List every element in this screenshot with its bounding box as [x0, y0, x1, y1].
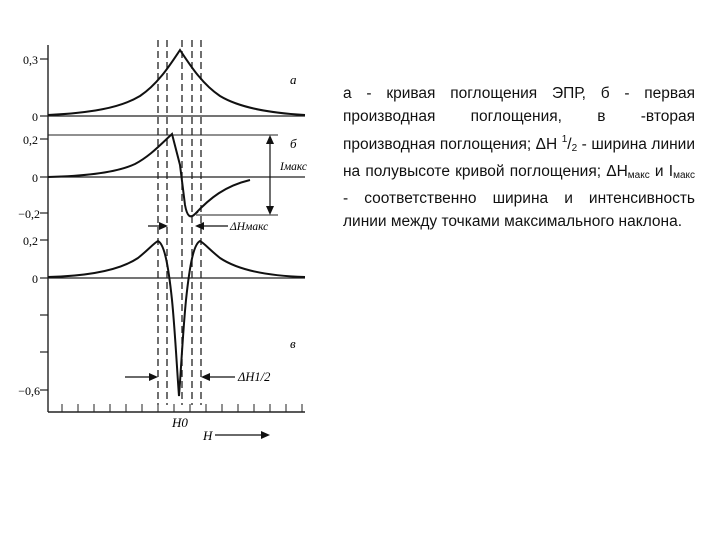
tick-b-0: 0 — [32, 171, 38, 185]
tick-b-neg02: −0,2 — [18, 207, 40, 221]
tick-a-0: 0 — [32, 110, 38, 124]
figure-caption — [343, 82, 695, 233]
curve-first-derivative — [48, 134, 250, 216]
caption-slash: / — [567, 136, 572, 153]
caption-part3: и I — [649, 163, 674, 180]
tick-b-02: 0,2 — [23, 133, 38, 147]
caption-part4: - соответственно ширина и интенсивность линии между точками максимального наклона. — [343, 190, 695, 230]
tick-c-neg06: −0,6 — [18, 384, 40, 398]
curve-absorption — [48, 50, 305, 115]
h0-label: H0 — [172, 415, 188, 430]
panel-label-a: а — [290, 72, 297, 87]
caption-sub-maks-2: макс — [673, 170, 696, 181]
panel-label-b: б — [290, 136, 297, 151]
caption-part1: а - кривая поглощения ЭПР, б - первая производная поглощения, в -вторая производная поглощения; ΔH — [343, 85, 695, 153]
caption-sup-1: 1 — [561, 134, 568, 145]
dh-max-label: ΔHмакс — [230, 221, 269, 233]
caption-sub-2: 2 — [571, 143, 578, 154]
tick-c-02: 0,2 — [23, 234, 38, 248]
tick-c-0: 0 — [32, 272, 38, 286]
dh-half-label: ΔH1/2 — [238, 370, 271, 384]
dashed-guides — [158, 40, 201, 405]
h-axis-label: H — [203, 428, 213, 443]
caption-sub-maks-1: макс — [627, 170, 650, 181]
panel-label-c: в — [290, 336, 296, 351]
imax-label: Iмакс — [280, 161, 307, 173]
caption-part2: - ширина линии на полувысоте кривой поглощения; ΔH — [343, 136, 696, 180]
tick-a-03: 0,3 — [23, 53, 38, 67]
epr-figure — [0, 0, 330, 540]
